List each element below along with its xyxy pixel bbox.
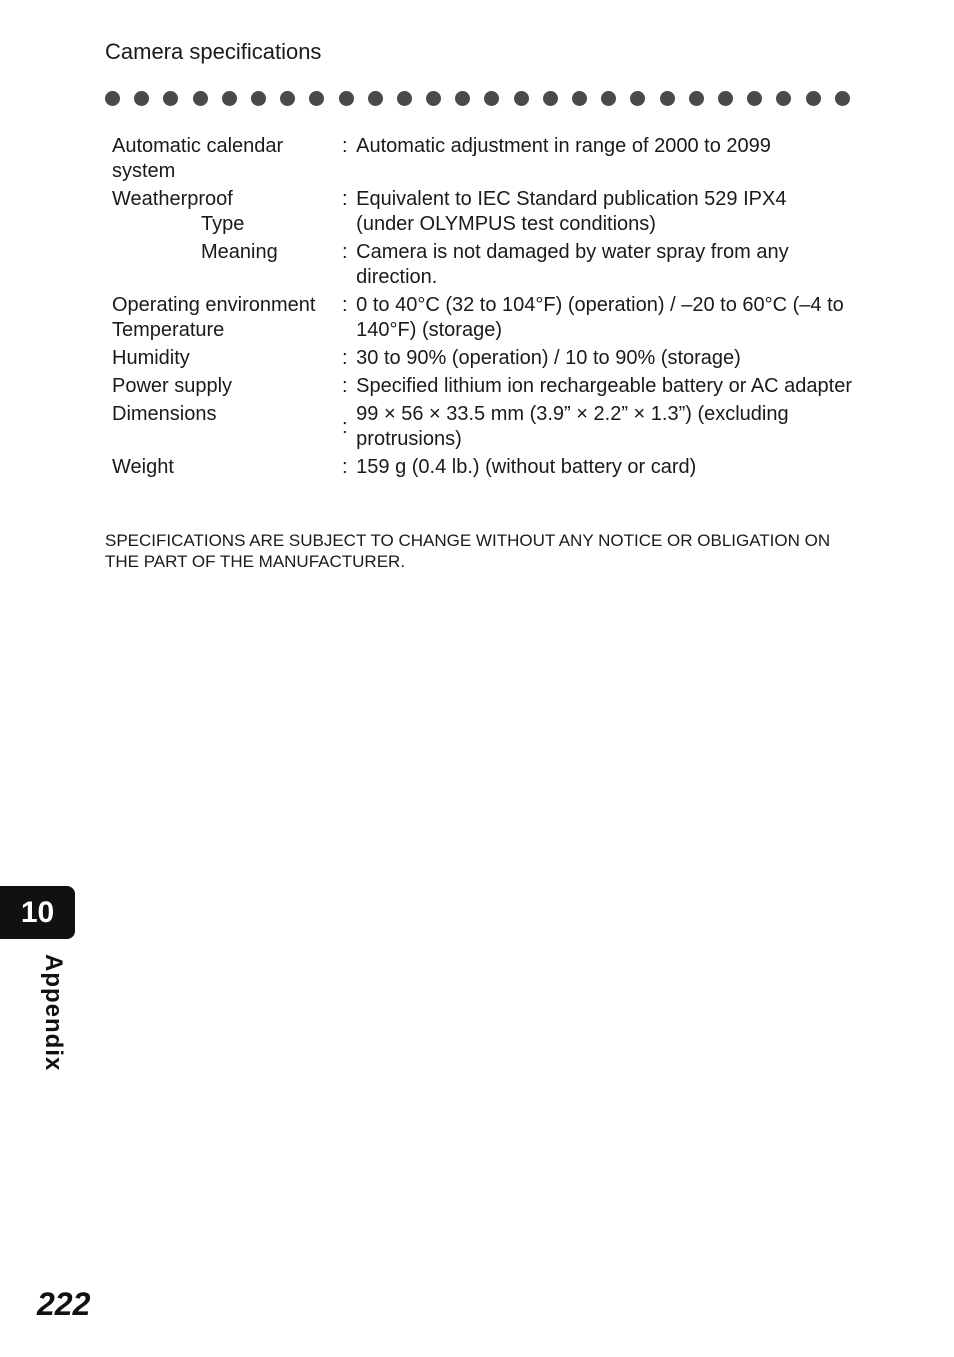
spec-value: Camera is not damaged by water spray from any direction.	[356, 241, 789, 288]
weatherproof-value: Equivalent to IEC Standard publication 529 IPX4	[356, 188, 787, 210]
spec-value	[356, 187, 852, 240]
spec-colon: :	[341, 294, 348, 316]
spec-row-humidity	[112, 346, 852, 374]
specification-notice: SPECIFICATIONS ARE SUBJECT TO CHANGE WITHOUT ANY NOTICE OR OBLIGATION ON THE PART OF THE MANUFACTURER.	[105, 531, 831, 571]
divider-dot	[193, 91, 208, 106]
chapter-title: Appendix	[40, 954, 67, 1072]
divider-dot	[747, 91, 762, 106]
divider-dot	[835, 91, 850, 106]
spec-label: Automatic calendar system	[112, 135, 284, 182]
dot-divider	[105, 90, 850, 106]
divider-dot	[484, 91, 499, 106]
spec-colon: :	[341, 135, 348, 157]
spec-row-meaning	[112, 240, 852, 293]
divider-dot	[134, 91, 149, 106]
spec-colon: :	[341, 456, 348, 478]
divider-dot	[455, 91, 470, 106]
divider-dot	[397, 91, 412, 106]
divider-dot	[572, 91, 587, 106]
page-number: 222	[37, 1286, 91, 1322]
spec-label: Weight	[112, 456, 174, 478]
divider-dot	[689, 91, 704, 106]
divider-dot	[280, 91, 295, 106]
divider-dot	[426, 91, 441, 106]
spec-colon: :	[341, 241, 348, 263]
spec-colon: :	[341, 375, 348, 397]
specifications-table	[112, 134, 852, 483]
divider-dot	[368, 91, 383, 106]
divider-dot	[660, 91, 675, 106]
chapter-tab: 10	[0, 886, 75, 939]
spec-label	[112, 187, 342, 240]
weatherproof-label: Weatherproof	[112, 188, 233, 210]
spec-value: Automatic adjustment in range of 2000 to 2099	[356, 135, 771, 157]
divider-dot	[543, 91, 558, 106]
spec-label: Humidity	[112, 347, 190, 369]
spec-row-weight	[112, 455, 852, 483]
spec-label: Meaning	[201, 241, 278, 263]
page-title: Camera specifications	[105, 39, 322, 64]
divider-dot	[163, 91, 178, 106]
spec-row-weatherproof	[112, 187, 852, 240]
spec-row-dimensions	[112, 402, 852, 455]
spec-label: Dimensions	[112, 403, 217, 425]
divider-dot	[601, 91, 616, 106]
spec-row-power	[112, 374, 852, 402]
divider-dot	[514, 91, 529, 106]
spec-colon: :	[341, 415, 348, 438]
spec-value: 99 × 56 × 33.5 mm (3.9” × 2.2” × 1.3”) (excluding protrusions)	[356, 403, 789, 450]
type-label: Type	[201, 213, 245, 235]
spec-colon: :	[341, 188, 348, 210]
divider-dot	[630, 91, 645, 106]
spec-colon: :	[341, 347, 348, 369]
spec-value: Specified lithium ion rechargeable battery or AC adapter	[356, 375, 852, 397]
divider-dot	[718, 91, 733, 106]
divider-dot	[339, 91, 354, 106]
spec-row-operating	[112, 293, 852, 346]
divider-dot	[776, 91, 791, 106]
divider-dot	[309, 91, 324, 106]
spec-value: 0 to 40°C (32 to 104°F) (operation) / –20 to 60°C (–4 to 140°F) (storage)	[356, 294, 844, 341]
type-value: (under OLYMPUS test conditions)	[356, 213, 656, 235]
spec-row-calendar	[112, 134, 852, 187]
divider-dot	[222, 91, 237, 106]
divider-dot	[105, 91, 120, 106]
divider-dot	[251, 91, 266, 106]
spec-value: 30 to 90% (operation) / 10 to 90% (storage)	[356, 347, 741, 369]
spec-value: 159 g (0.4 lb.) (without battery or card)	[356, 456, 697, 478]
spec-label: Operating environment Temperature	[112, 294, 316, 341]
spec-label: Power supply	[112, 375, 233, 397]
divider-dot	[806, 91, 821, 106]
